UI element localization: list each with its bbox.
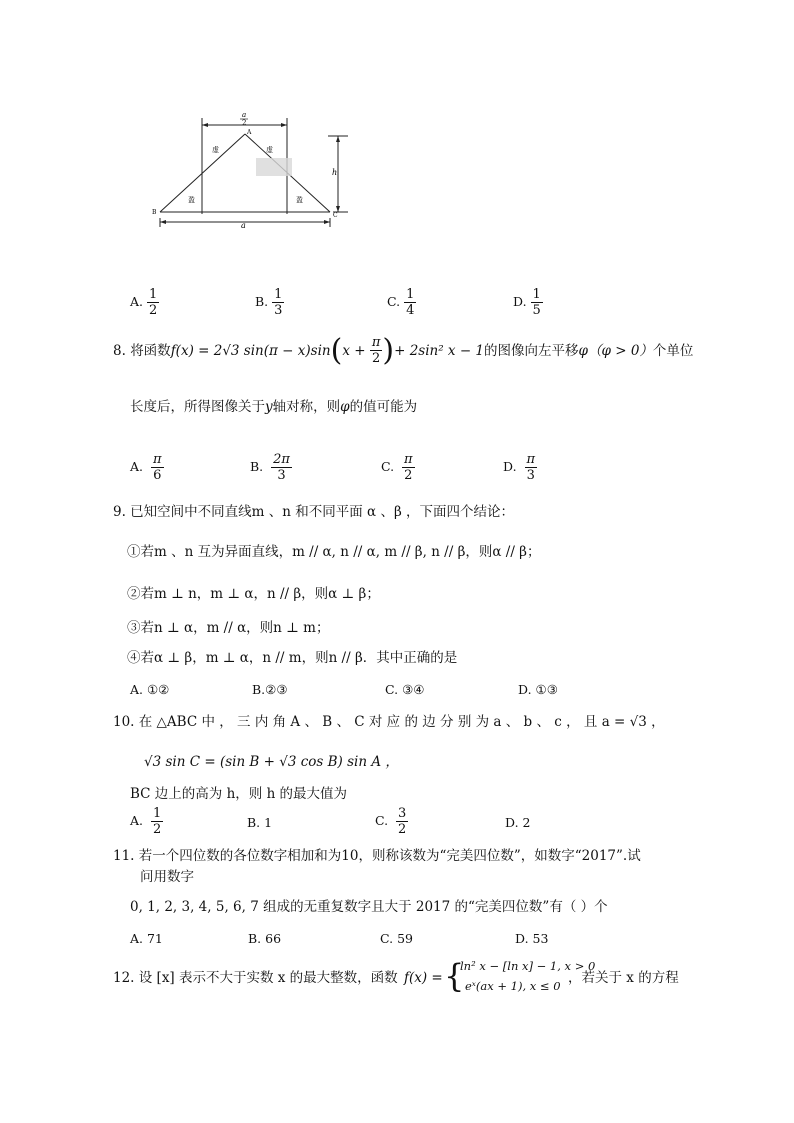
fig-left-label: B (152, 209, 157, 216)
q9-option-a: A. ①② (130, 682, 170, 697)
fig-half-a-den: 2 (242, 119, 247, 127)
q11-option-a: A. 71 (130, 931, 163, 946)
q9-statement-3: ③若n ⊥ α，m // α，则n ⊥ m； (127, 620, 330, 636)
fig-base-label: a (241, 221, 246, 230)
q11-option-d: D. 53 (515, 931, 549, 946)
q8-line2: 长度后，所得图像关于y轴对称，则φ的值可能为 (130, 399, 418, 415)
q7-option-d: D. $\frac{1}{5}$ (513, 287, 541, 318)
q10-option-d: D. 2 (505, 815, 531, 830)
q12-case1: ln² x − [ln x] − 1, x > 0 (460, 959, 596, 973)
q8-option-c: C. $\frac{\pi}{2}$ (381, 452, 413, 483)
fig-apex-label: A (247, 129, 252, 136)
q12-case2: eˣ(ax + 1), x ≤ 0 (465, 979, 561, 993)
q10-line2: √3 sin C = (sin B + √3 cos B) sin A ， (144, 754, 399, 770)
fig-tr-label: 虚 (266, 146, 273, 154)
blur-patch (256, 158, 292, 176)
fig-br-label: 盈 (296, 196, 303, 204)
q8-option-d: D. $\frac{\pi}{3}$ (503, 452, 536, 483)
q10-option-a: A. $\frac{1}{2}$ (130, 806, 162, 837)
q11-option-c: C. 59 (380, 931, 413, 946)
q7-option-b: B. $\frac{1}{3}$ (255, 287, 283, 318)
fig-height-label: h (332, 168, 338, 177)
q11-line1: 11. 若一个四位数的各位数字相加和为10，则称该数为“完美四位数”，如数字“2017”.试 (113, 848, 641, 864)
q11-line2: 问用数字 (140, 869, 194, 885)
q12-fx: f(x) = (404, 970, 443, 986)
fig-right-label: C (333, 212, 338, 219)
fig-half-a-num: a (242, 112, 247, 119)
q9-statement-1: ①若m 、n 互为异面直线，m // α, n // α, m // β, n // β，则α // β； (127, 544, 541, 560)
fig-bl-label: 盈 (188, 196, 195, 204)
q12-line1b: ，若关于 x 的方程 (568, 970, 679, 986)
q8-stem: 8. 将函数 f(x) = 2√3 sin(π − x)sin ( x + $\frac{\pi}{2}$ ) + 2sin² x − 1 的图像向左平移 φ（φ > 0） 个单位 (113, 332, 694, 368)
figure-diagram (148, 112, 353, 232)
q12-brace: { (444, 957, 465, 995)
q10-option-c: C. $\frac{3}{2}$ (375, 806, 407, 837)
q9-stem: 9. 已知空间中不同直线m 、n 和不同平面 α 、β ，下面四个结论： (113, 504, 515, 520)
q9-option-c: C. ③④ (385, 682, 425, 697)
q12-line1a: 12. 设 [x] 表示不大于实数 x 的最大整数，函数 (113, 970, 398, 986)
q11-option-b: B. 66 (248, 931, 282, 946)
q10-line3: BC 边上的高为 h，则 h 的最大值为 (130, 786, 348, 802)
q9-option-d: D. ①③ (518, 682, 558, 697)
q7-option-a: A. $\frac{1}{2}$ (130, 287, 158, 318)
q9-statement-2: ②若m ⊥ n，m ⊥ α，n // β，则α ⊥ β； (127, 586, 380, 602)
q9-option-b: B.②③ (252, 682, 288, 697)
q10-option-b: B. 1 (247, 815, 273, 830)
q7-option-c: C. $\frac{1}{4}$ (387, 287, 415, 318)
q10-line1: 10. 在 △ABC 中 ， 三 内 角 A 、 B 、 C 对 应 的 边 分 别 为 a 、 b 、 c ， 且 a = √3 ， (113, 714, 665, 730)
q8-option-b: B. $\frac{2\pi}{3}$ (250, 452, 290, 483)
q9-statement-4: ④若α ⊥ β，m ⊥ α，n // m，则n // β．其中正确的是 (127, 650, 458, 666)
fig-tl-label: 虚 (212, 146, 219, 154)
q11-line3: 0, 1, 2, 3, 4, 5, 6, 7 组成的无重复数字且大于 2017 的“完美四位数”有（ ）个 (130, 899, 608, 915)
q8-option-a: A. $\frac{\pi}{6}$ (130, 452, 162, 483)
